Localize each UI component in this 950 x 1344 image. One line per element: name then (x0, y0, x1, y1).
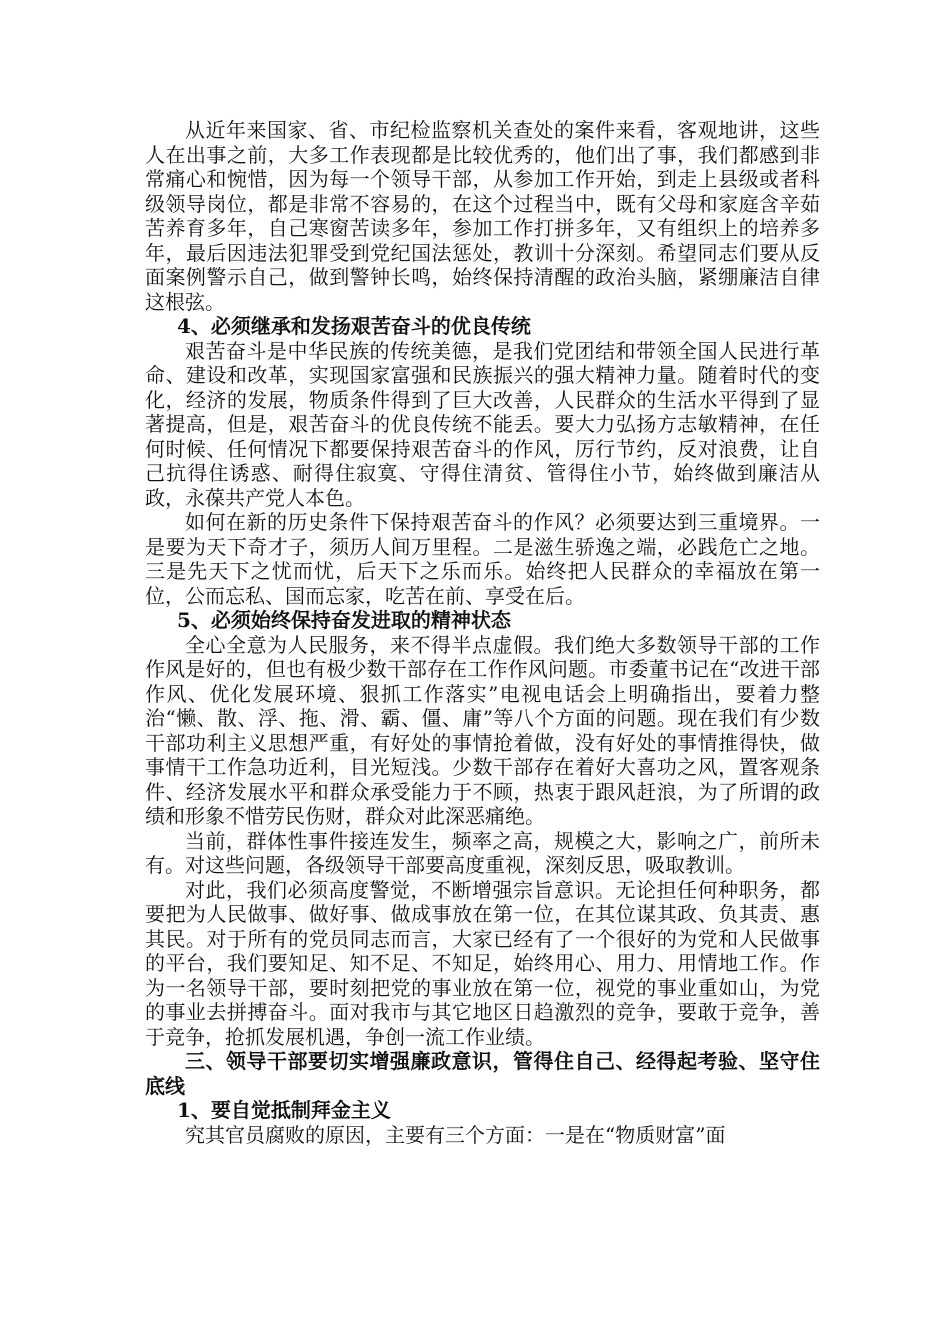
paragraph-mass-incidents: 当前，群体性事件接连发生，频率之高，规模之大，影响之广，前所未有。对这些问题，各级领导干部要高度重视，深刻反思，吸取教训。 (145, 828, 820, 877)
paragraph-serve-people: 全心全意为人民服务，来不得半点虚假。我们绝大多数领导干部的工作作风是好的，但也有极少数干部存在工作作风问题。市委董书记在“改进干部作风、优化发展环境、狠抓工作落实”电视电话会上明确指出，要着力整治“懒、散、浮、拖、滑、霸、僵、庸”等八个方面的问题。现在我们有少数干部功利主义思想严重，有好处的事情抢着做，没有好处的事情推得快，做事情干工作急功近利，目光短浅。少数干部存在着好大喜功之风，置客观条件、经济发展水平和群众承受能力于不顾，热衷于跟风赶浪，为了所谓的政绩和形象不惜劳民伤财，群众对此深恶痛绝。 (145, 632, 820, 828)
paragraph-corruption-causes: 究其官员腐败的原因，主要有三个方面：一是在“物质财富”面 (185, 1122, 726, 1147)
heading-resist-money-worship: 1、要自觉抵制拜金主义 (177, 1098, 391, 1122)
heading-section-three: 三、领导干部要切实增强廉政意识，管得住自己、经得起考验、坚守住底线 (145, 1049, 820, 1098)
document-page (145, 118, 820, 1147)
paragraph-case-warning: 从近年来国家、省、市纪检监察机关查处的案件来看，客观地讲，这些人在出事之前，大多工作表现都是比较优秀的，他们出了事，我们都感到非常痛心和惋惜，因为每一个领导干部，从参加工作开始，到走上县级或者科级领导岗位，都是非常不容易的，在这个过程当中，既有父母和家庭含辛茹苦养育多年，自己寒窗苦读多年，参加工作打拼多年，又有组织上的培养多年，最后因违法犯罪受到党纪国法惩处，教训十分深刻。希望同志们要从反面案例警示自己，做到警钟长鸣，始终保持清醒的政治头脑，紧绷廉洁自律这根弦。 (145, 118, 820, 314)
paragraph-three-realms: 如何在新的历史条件下保持艰苦奋斗的作风？必须要达到三重境界。一是要为天下奇才子，须历人间万里程。二是滋生骄逸之端，必践危亡之地。三是先天下之忧而忧，后天下之乐而乐。始终把人民群众的幸福放在第一位，公而忘私、国而忘家，吃苦在前、享受在后。 (145, 510, 820, 608)
heading-hard-work-tradition: 4、必须继承和发扬艰苦奋斗的优良传统 (177, 314, 531, 338)
paragraph-hard-work-virtue: 艰苦奋斗是中华民族的传统美德，是我们党团结和带领全国人民进行革命、建设和改革，实现国家富强和民族振兴的强大精神力量。随着时代的变化，经济的发展，物质条件得到了巨大改善，人民群众的生活水平得到了显著提高，但是，艰苦奋斗的优良传统不能丢。要大力弘扬方志敏精神，在任何时候、任何情况下都要保持艰苦奋斗的作风，厉行节约，反对浪费，让自己抗得住诱惑、耐得住寂寞、守得住清贫、管得住小节，始终做到廉洁从政，永葆共产党人本色。 (145, 338, 820, 510)
paragraph-purpose-awareness: 对此，我们必须高度警觉，不断增强宗旨意识。无论担任何种职务，都要把为人民做事、做好事、做成事放在第一位，在其位谋其政、负其责、惠其民。对于所有的党员同志而言，大家已经有了一个很好的为党和人民做事的平台，我们要知足、知不足、不知足，始终用心、用力、用情地工作。作为一名领导干部，要时刻把党的事业放在第一位，视党的事业重如山，为党的事业去拼搏奋斗。面对我市与其它地区日趋激烈的竞争，要敢于竞争，善于竞争，抢抓发展机遇，争创一流工作业绩。 (145, 877, 820, 1049)
heading-enterprising-spirit: 5、必须始终保持奋发进取的精神状态 (177, 608, 511, 632)
